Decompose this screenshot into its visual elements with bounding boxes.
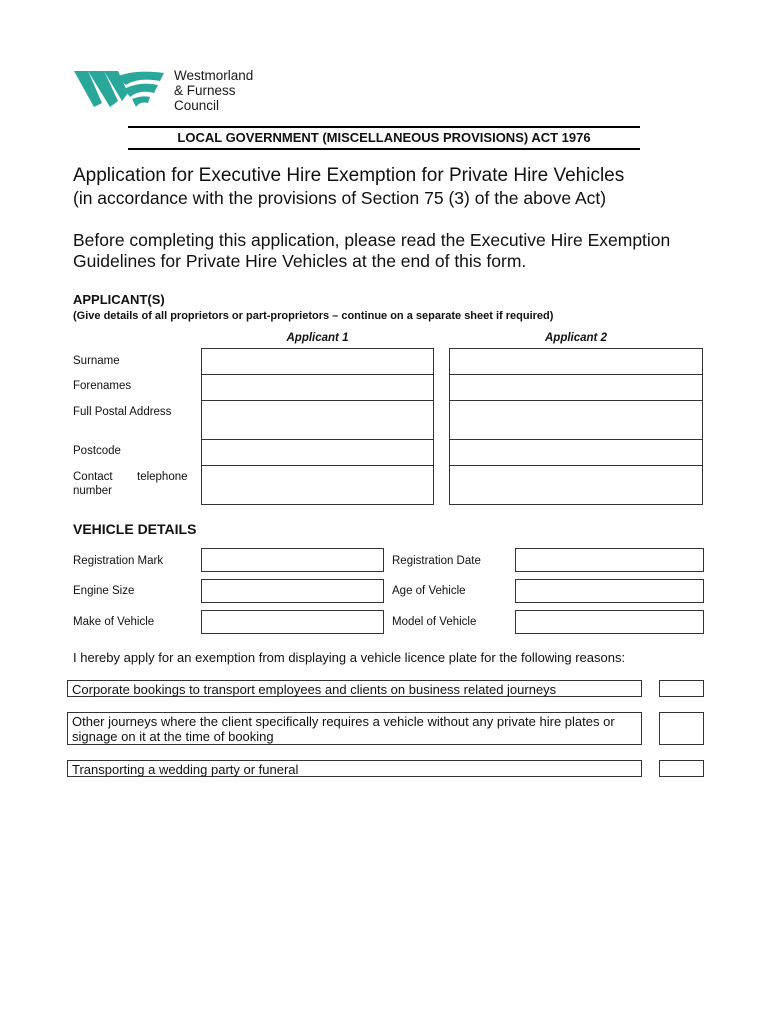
contact-label-b: telephone — [137, 471, 188, 483]
contact-label-a: Contact — [73, 471, 113, 483]
reason-no-plates: Other journeys where the client specifically requires a vehicle without any private hire plates or signage on it at the time of booking — [67, 712, 642, 745]
forenames-label: Forenames — [73, 380, 132, 392]
age-of-vehicle-label: Age of Vehicle — [392, 585, 466, 597]
applicant-1-forenames-field[interactable] — [201, 374, 434, 401]
applicant-1-surname-field[interactable] — [201, 348, 434, 375]
applicant-1-telephone-field[interactable] — [201, 465, 434, 505]
engine-size-field[interactable] — [201, 579, 384, 603]
postcode-label: Postcode — [73, 445, 121, 457]
contact-label-c: number — [73, 485, 112, 497]
surname-label: Surname — [73, 355, 120, 367]
registration-mark-field[interactable] — [201, 548, 384, 572]
logo-line-1: Westmorland — [174, 68, 254, 83]
applicant-2-telephone-field[interactable] — [449, 465, 703, 505]
reason-corporate-checkbox[interactable] — [659, 680, 704, 697]
reason-wedding-funeral-checkbox[interactable] — [659, 760, 704, 777]
page-title: Application for Executive Hire Exemption for Private Hire Vehicles — [73, 165, 625, 186]
act-banner: LOCAL GOVERNMENT (MISCELLANEOUS PROVISIONS) ACT 1976 — [128, 126, 640, 150]
logo-text — [174, 68, 253, 113]
model-of-vehicle-label: Model of Vehicle — [392, 616, 477, 628]
applicants-heading: APPLICANT(S) — [73, 292, 165, 307]
logo-line-2: & Furness — [174, 83, 236, 98]
registration-date-label: Registration Date — [392, 555, 481, 567]
vehicle-heading: VEHICLE DETAILS — [73, 521, 197, 537]
engine-size-label: Engine Size — [73, 585, 135, 597]
applicant-2-forenames-field[interactable] — [449, 374, 703, 401]
applicant-2-postcode-field[interactable] — [449, 439, 703, 466]
reason-no-plates-checkbox[interactable] — [659, 712, 704, 745]
page-subtitle: (in accordance with the provisions of Section 75 (3) of the above Act) — [73, 188, 607, 208]
applicant-2-surname-field[interactable] — [449, 348, 703, 375]
registration-date-field[interactable] — [515, 548, 704, 572]
model-of-vehicle-field[interactable] — [515, 610, 704, 634]
reason-wedding-funeral: Transporting a wedding party or funeral — [67, 760, 642, 777]
age-of-vehicle-field[interactable] — [515, 579, 704, 603]
applicant-2-heading: Applicant 2 — [545, 332, 607, 344]
reason-corporate: Corporate bookings to transport employees and clients on business related journeys — [67, 680, 642, 697]
make-of-vehicle-label: Make of Vehicle — [73, 616, 155, 628]
declaration-text: I hereby apply for an exemption from displaying a vehicle licence plate for the following reasons: — [73, 650, 626, 665]
intro-text: Before completing this application, please read the Executive Hire Exemption Guidelines for Private Hire Vehicles at the end of this form. — [73, 230, 671, 271]
applicant-2-address-field[interactable] — [449, 400, 703, 440]
applicant-1-address-field[interactable] — [201, 400, 434, 440]
registration-mark-label: Registration Mark — [73, 555, 164, 567]
applicant-1-postcode-field[interactable] — [201, 439, 434, 466]
logo-line-3: Council — [174, 98, 220, 113]
address-label: Full Postal Address — [73, 406, 172, 418]
applicant-1-heading: Applicant 1 — [286, 332, 349, 344]
applicants-subheading: (Give details of all proprietors or part-proprietors – continue on a separate sheet if required) — [73, 310, 554, 322]
make-of-vehicle-field[interactable] — [201, 610, 384, 634]
